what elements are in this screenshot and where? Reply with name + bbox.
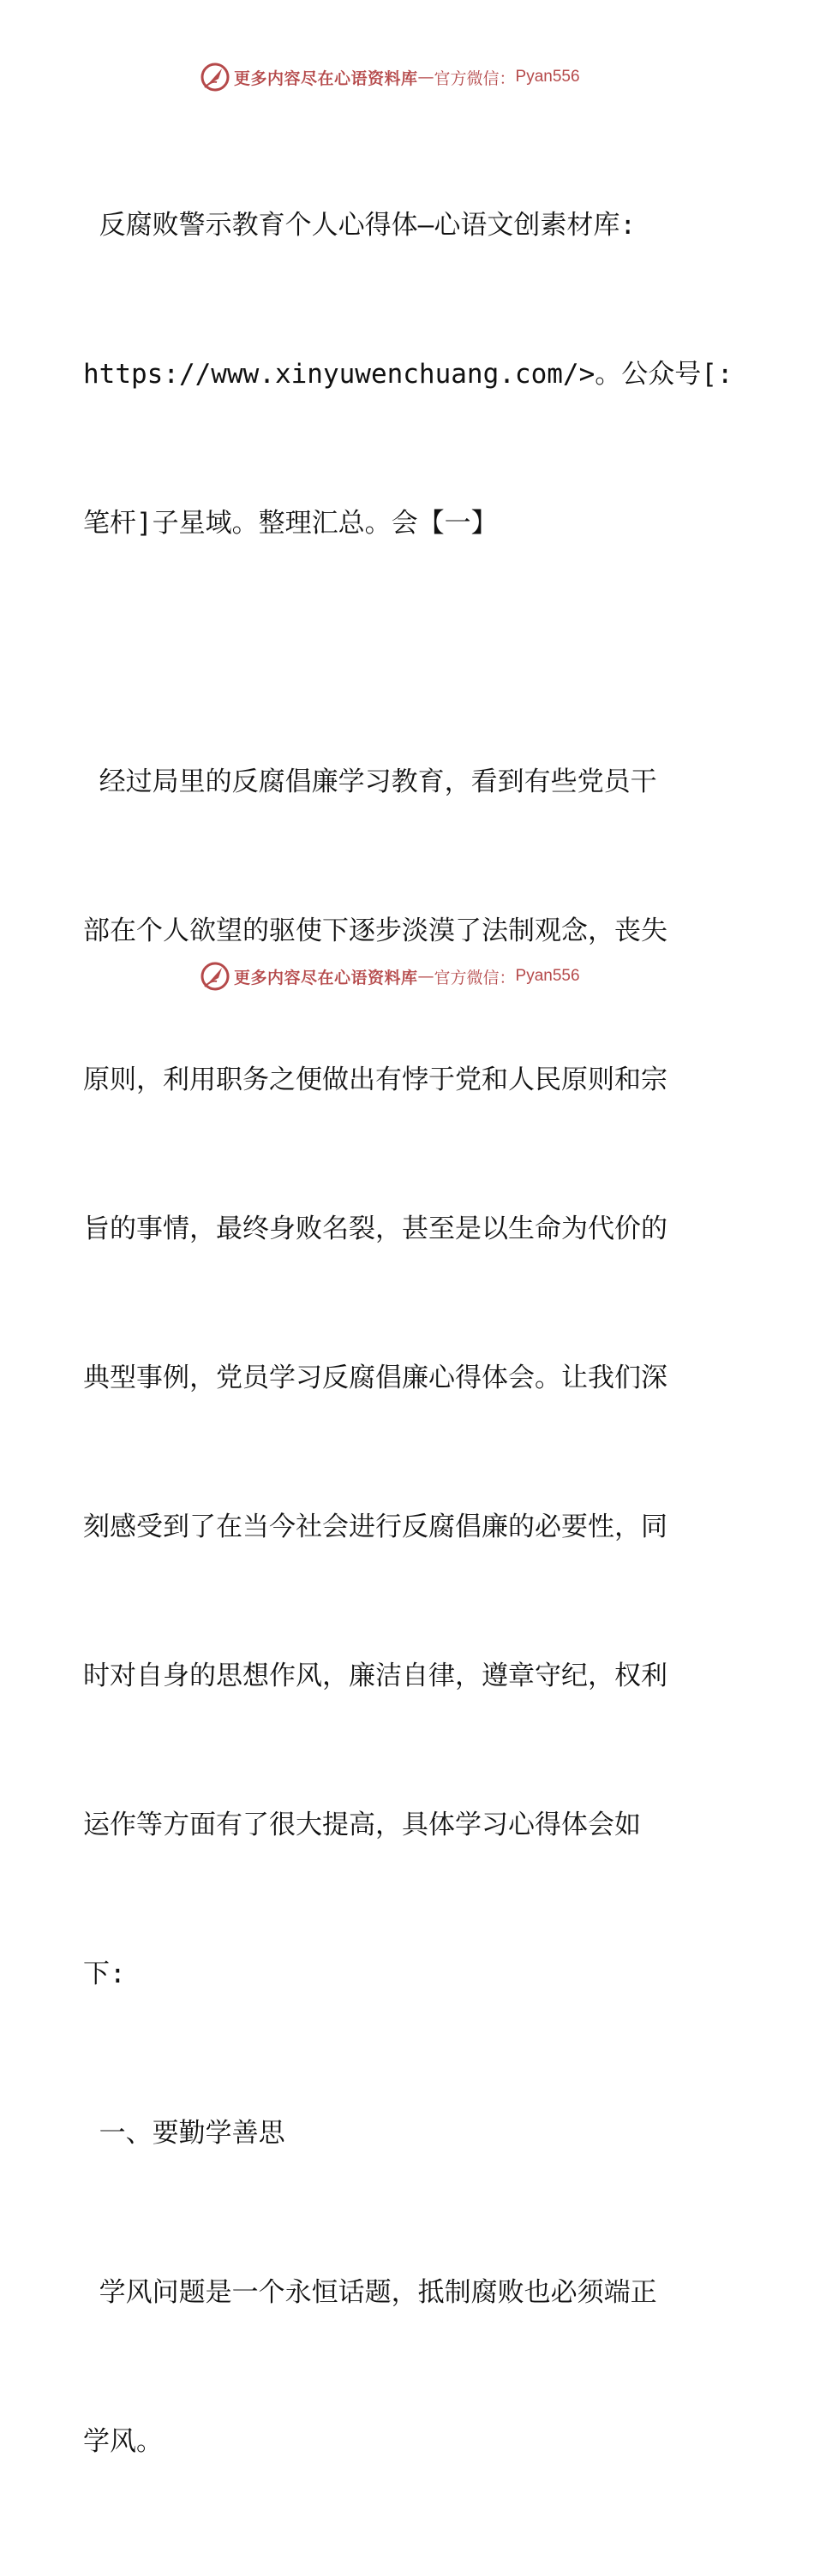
paragraph-study-style — [83, 2168, 734, 2566]
quill-logo-icon — [200, 961, 230, 992]
section-heading: 一、要勤学善思 — [83, 2118, 285, 2149]
paragraph-intro — [83, 658, 734, 2098]
paragraph-line: 时对自身的思想作风，廉洁自律，遵章守纪，权利 — [83, 1661, 667, 1691]
document-title — [83, 101, 734, 647]
quill-logo-icon — [200, 62, 230, 92]
title-line: 笔杆]子星域。整理汇总。会【一】 — [83, 508, 498, 539]
paragraph-line: 运作等方面有了很大提高，具体学习心得体会如 — [83, 1810, 641, 1840]
paragraph-line: 学风问题是一个永恒话题，抵制腐败也必须端正 — [83, 2277, 657, 2308]
banner-wechat-id: Pyan556 — [515, 967, 580, 985]
banner-wechat-label: 官方微信： — [434, 968, 516, 987]
footer-watermark-banner — [200, 959, 580, 993]
paragraph-line: 原则，利用职务之便做出有悖于党和人民原则和宗 — [83, 1064, 667, 1095]
banner-brand-text: 更多内容尽在心语资料库 — [234, 968, 418, 987]
paragraph-line: 经过局里的反腐倡廉学习教育，看到有些党员干 — [83, 766, 657, 797]
title-line: https://www.xinyuwenchuang.com/>。公众号[: — [83, 359, 733, 390]
title-line: 反腐败警示教育个人心得体—心语文创素材库: — [83, 210, 636, 241]
banner-brand-text: 更多内容尽在心语资料库 — [234, 69, 418, 88]
banner-dash: — — [417, 967, 434, 986]
document-body — [83, 101, 734, 2576]
header-watermark-banner — [200, 60, 580, 94]
paragraph-line: 部在个人欲望的驱使下逐步淡漠了法制观念，丧失 — [83, 915, 667, 946]
banner-wechat-id: Pyan556 — [515, 68, 580, 86]
paragraph-line: 学风。 — [83, 2426, 163, 2457]
paragraph-line: 刻感受到了在当今社会进行反腐倡廉的必要性，同 — [83, 1512, 667, 1542]
banner-dash: — — [417, 68, 434, 86]
banner-wechat-label: 官方微信： — [434, 69, 516, 88]
paragraph-line: 下: — [83, 1959, 126, 1989]
paragraph-line: 典型事例，党员学习反腐倡廉心得体会。让我们深 — [83, 1363, 667, 1393]
paragraph-line: 旨的事情，最终身败名裂，甚至是以生命为代价的 — [83, 1213, 667, 1244]
